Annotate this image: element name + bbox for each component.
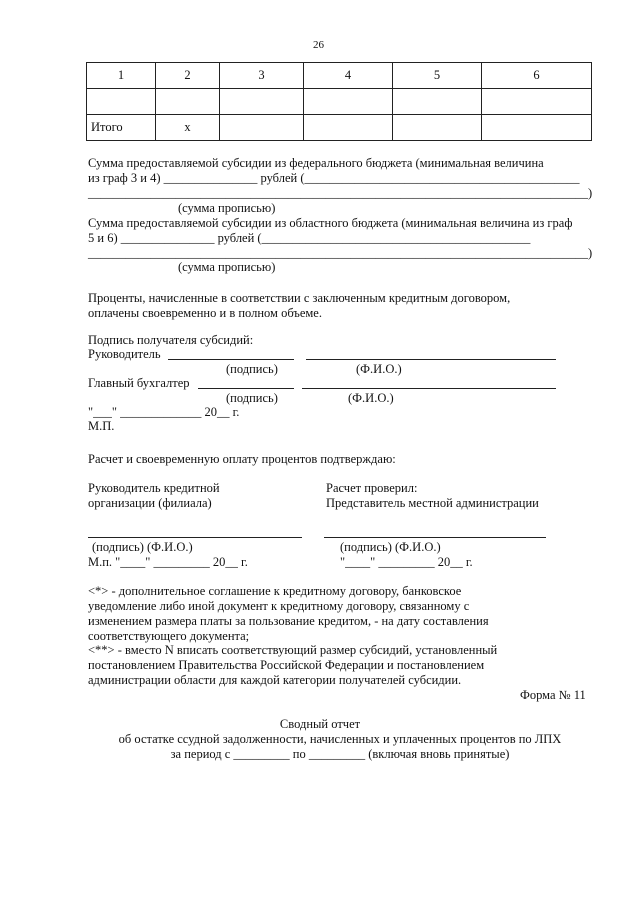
director-sign-caption: (подпись) (226, 362, 278, 376)
admin-rep-label: Представитель местной администрации (326, 496, 539, 510)
data-table (86, 62, 592, 141)
form-number: Форма № 11 (520, 688, 586, 702)
table-header-cell: 1 (87, 63, 156, 89)
accountant-name-line (302, 388, 556, 389)
regional-amount-caption: (сумма прописью) (178, 260, 276, 274)
table-header-row (87, 63, 592, 89)
interest-statement-line2: оплачены своевременно и в полном объеме. (88, 306, 322, 320)
table-header-cell: 6 (482, 63, 592, 89)
admin-sign-line (324, 537, 546, 538)
checked-by-label: Расчет проверил: (326, 481, 418, 495)
table-cell (220, 89, 304, 115)
accountant-label: Главный бухгалтер (88, 376, 190, 390)
note1-line3: изменением размера платы за пользование кредитом, - на дату составления (88, 614, 489, 628)
bank-sign-line (88, 537, 302, 538)
table-cell (220, 115, 304, 141)
note2-line3: администрации области для каждой категории получателей субсидии. (88, 673, 462, 687)
bank-sign-captions: (подпись) (Ф.И.О.) (92, 540, 193, 554)
regional-subsidy-line3: ________________________________________________________________________________) (88, 246, 593, 260)
signature-heading: Подпись получателя субсидий: (88, 333, 254, 347)
table-total-row (87, 115, 592, 141)
table-cell (304, 115, 393, 141)
table-header-cell: 4 (304, 63, 393, 89)
note1-line1: <*> - дополнительное соглашение к кредитному договору, банковское (88, 584, 462, 598)
report-subtitle: об остатке ссудной задолженности, начисленных и уплаченных процентов по ЛПХ (118, 732, 562, 746)
note2-line1: <**> - вместо N вписать соответствующий размер субсидий, установленный (88, 643, 498, 657)
regional-subsidy-line2: 5 и 6) _______________ рублей (___________________________________________ (88, 231, 531, 245)
confirm-statement: Расчет и своевременную оплату процентов подтверждаю: (88, 452, 396, 466)
director-sign-line (168, 359, 294, 360)
table-header-cell: 2 (156, 63, 220, 89)
table-cell (156, 89, 220, 115)
admin-sign-captions: (подпись) (Ф.И.О.) (340, 540, 441, 554)
accountant-sign-line (198, 388, 294, 389)
bank-head-label-line2: организации (филиала) (88, 496, 212, 510)
bank-head-label-line1: Руководитель кредитной (88, 481, 220, 495)
accountant-name-caption: (Ф.И.О.) (348, 391, 394, 405)
director-label: Руководитель (88, 347, 161, 361)
table-row (87, 89, 592, 115)
director-name-line (306, 359, 556, 360)
federal-subsidy-line1: Сумма предоставляемой субсидии из федерального бюджета (минимальная величина (88, 156, 544, 170)
note1-line2: уведомление либо иной документ к кредитному договору, связанному с (88, 599, 470, 613)
director-name-caption: (Ф.И.О.) (356, 362, 402, 376)
table-cell (87, 89, 156, 115)
federal-amount-caption: (сумма прописью) (178, 201, 276, 215)
total-col2: x (156, 115, 220, 141)
federal-subsidy-line3: ________________________________________________________________________________) (88, 186, 593, 200)
table-header-cell: 3 (220, 63, 304, 89)
signature-date: "___" _____________ 20__ г. (88, 405, 240, 419)
bank-date: М.п. "____" _________ 20__ г. (88, 555, 248, 569)
table-cell (393, 89, 482, 115)
report-title: Сводный отчет (279, 717, 361, 731)
table-header-cell: 5 (393, 63, 482, 89)
interest-statement-line1: Проценты, начисленные в соответствии с заключенным кредитным договором, (88, 291, 511, 305)
note2-line2: постановлением Правительства Российской Федерации и постановлением (88, 658, 485, 672)
page-number: 26 (313, 39, 324, 51)
report-period: за период с _________ по _________ (включая вновь принятые) (170, 747, 510, 761)
stamp-label: М.П. (88, 419, 115, 433)
accountant-sign-caption: (подпись) (226, 391, 278, 405)
total-label: Итого (87, 115, 156, 141)
regional-subsidy-line1: Сумма предоставляемой субсидии из областного бюджета (минимальная величина из граф (88, 216, 573, 230)
table-cell (304, 89, 393, 115)
table-cell (482, 89, 592, 115)
table-cell (393, 115, 482, 141)
federal-subsidy-line2: из граф 3 и 4) _______________ рублей (____________________________________________ (88, 171, 580, 185)
admin-date: "____" _________ 20__ г. (340, 555, 473, 569)
table-cell (482, 115, 592, 141)
note1-line4: соответствующего документа; (88, 629, 250, 643)
